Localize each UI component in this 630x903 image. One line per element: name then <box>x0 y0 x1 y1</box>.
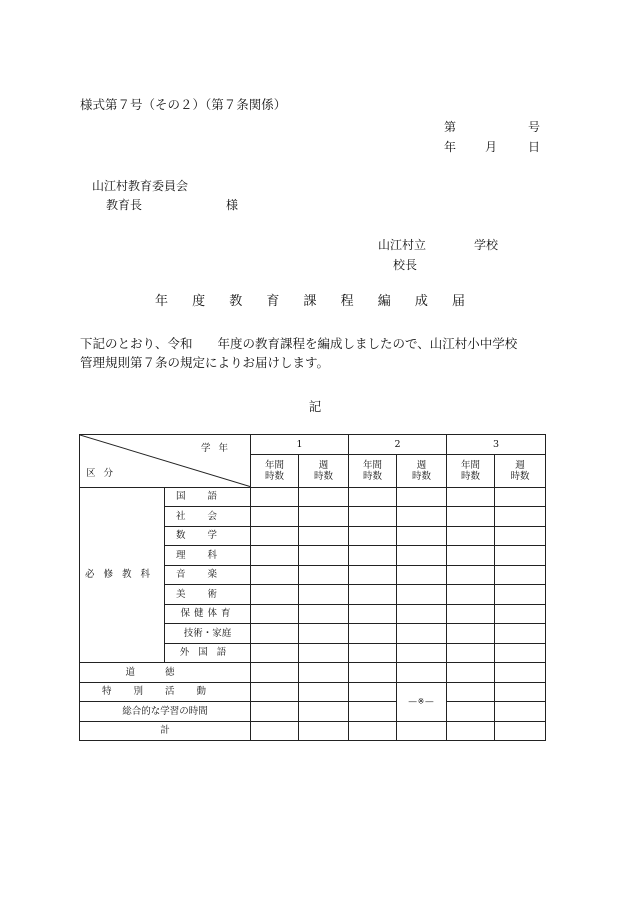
table-cell[interactable] <box>251 507 299 527</box>
addressee-title: 教育長 <box>106 198 143 212</box>
g2-weekly-header: 週 時数 <box>397 454 447 487</box>
body-line-2: 管理規則第７条の規定によりお届けします。 <box>80 355 330 370</box>
form-number: 様式第７号（その２）（第７条関係） <box>80 97 287 112</box>
table-cell[interactable] <box>495 526 546 546</box>
table-cell[interactable] <box>447 487 495 507</box>
table-cell[interactable] <box>397 526 447 546</box>
table-cell[interactable] <box>251 585 299 605</box>
table-cell[interactable] <box>299 585 349 605</box>
table-cell[interactable] <box>251 546 299 566</box>
table-cell[interactable] <box>349 507 397 527</box>
addressee-honorific: 様 <box>226 198 239 212</box>
sender-school-suffix: 学校 <box>474 238 499 252</box>
table-cell[interactable] <box>447 507 495 527</box>
sender-school-prefix: 山江村立 <box>378 238 427 252</box>
number-prefix: 第 <box>444 120 457 134</box>
table-cell[interactable] <box>349 702 397 722</box>
table-cell[interactable] <box>251 565 299 585</box>
table-cell[interactable] <box>299 682 349 702</box>
g2-annual-header: 年間 時数 <box>349 454 397 487</box>
table-cell[interactable] <box>251 721 299 741</box>
subject-label: 技術・家庭 <box>165 624 251 644</box>
table-cell[interactable] <box>495 487 546 507</box>
table-cell[interactable] <box>495 682 546 702</box>
g1-weekly-header: 週 時数 <box>299 454 349 487</box>
grade-1-header: 1 <box>251 435 349 455</box>
document-title: 年 度 教 育 課 程 編 成 届 <box>154 294 476 309</box>
table-cell[interactable] <box>397 487 447 507</box>
table-cell[interactable] <box>495 721 546 741</box>
table-cell[interactable] <box>349 526 397 546</box>
number-suffix: 号 <box>528 120 541 134</box>
table-cell[interactable] <box>349 585 397 605</box>
ki-heading: 記 <box>308 399 322 414</box>
table-cell[interactable] <box>447 702 495 722</box>
required-subjects-label: 必修教科 <box>80 487 165 663</box>
table-cell[interactable] <box>299 526 349 546</box>
subject-label: 理科 <box>165 546 251 566</box>
table-cell[interactable] <box>299 546 349 566</box>
table-cell[interactable] <box>447 585 495 605</box>
table-cell[interactable] <box>495 643 546 663</box>
table-row <box>80 721 546 741</box>
corner-grade-label: 学年 <box>200 443 236 454</box>
table-cell[interactable] <box>397 721 447 741</box>
table-cell[interactable] <box>397 565 447 585</box>
subject-label: 音楽 <box>165 565 251 585</box>
special-activities-label: 特別活動 <box>80 682 251 702</box>
table-cell[interactable] <box>299 643 349 663</box>
total-label: 計 <box>80 721 251 741</box>
table-cell[interactable] <box>251 643 299 663</box>
table-cell[interactable] <box>397 507 447 527</box>
table-cell[interactable] <box>349 546 397 566</box>
table-row <box>80 487 546 507</box>
table-cell[interactable] <box>251 526 299 546</box>
body-line-1: 下記のとおり、令和 年度の教育課程を編成しましたので、山江村小中学校 <box>80 336 518 351</box>
table-cell[interactable] <box>251 604 299 624</box>
table-cell[interactable] <box>349 663 397 683</box>
table-cell[interactable] <box>495 604 546 624</box>
table-cell[interactable] <box>495 507 546 527</box>
corner-category-label: 区分 <box>86 467 122 479</box>
subject-label: 社会 <box>165 507 251 527</box>
table-cell[interactable] <box>299 487 349 507</box>
grade-3-header: 3 <box>447 435 546 455</box>
curriculum-table <box>79 434 546 741</box>
g3-annual-header: 年間 時数 <box>447 454 495 487</box>
subject-label: 美術 <box>165 585 251 605</box>
table-cell[interactable] <box>397 663 447 683</box>
table-cell[interactable] <box>299 507 349 527</box>
table-cell[interactable] <box>495 565 546 585</box>
subject-label: 国語 <box>165 487 251 507</box>
dash-mark: ―※― <box>397 682 447 721</box>
table-cell[interactable] <box>349 604 397 624</box>
table-row <box>80 682 546 702</box>
table-cell[interactable] <box>495 663 546 683</box>
table-cell[interactable] <box>447 565 495 585</box>
table-cell[interactable] <box>349 721 397 741</box>
table-cell[interactable] <box>495 546 546 566</box>
table-cell[interactable] <box>495 585 546 605</box>
table-cell[interactable] <box>397 643 447 663</box>
table-cell[interactable] <box>251 487 299 507</box>
table-cell[interactable] <box>299 604 349 624</box>
table-cell[interactable] <box>349 487 397 507</box>
table-cell[interactable] <box>397 624 447 644</box>
table-cell[interactable] <box>447 604 495 624</box>
date-month: 月 <box>485 140 498 154</box>
sender-principal: 校長 <box>393 258 418 272</box>
table-cell[interactable] <box>251 682 299 702</box>
addressee-org: 山江村教育委員会 <box>92 179 189 193</box>
table-cell[interactable] <box>299 565 349 585</box>
table-cell[interactable] <box>251 663 299 683</box>
table-cell[interactable] <box>251 624 299 644</box>
table-cell[interactable] <box>447 624 495 644</box>
date-year: 年 <box>444 140 457 154</box>
subject-label: 外国語 <box>165 643 251 663</box>
table-cell[interactable] <box>447 663 495 683</box>
table-row <box>80 663 546 683</box>
table-cell[interactable] <box>447 643 495 663</box>
table-row <box>80 702 546 722</box>
table-cell[interactable] <box>299 663 349 683</box>
subject-label: 数学 <box>165 526 251 546</box>
table-cell[interactable] <box>447 526 495 546</box>
g3-weekly-header: 週 時数 <box>495 454 546 487</box>
table-cell[interactable] <box>349 643 397 663</box>
moral-education-label: 道徳 <box>80 663 251 683</box>
table-cell[interactable] <box>299 721 349 741</box>
table-cell[interactable] <box>447 546 495 566</box>
table-cell[interactable] <box>447 721 495 741</box>
table-cell[interactable] <box>251 702 299 722</box>
table-cell[interactable] <box>447 682 495 702</box>
grade-2-header: 2 <box>349 435 447 455</box>
table-cell[interactable] <box>349 682 397 702</box>
table-cell[interactable] <box>349 565 397 585</box>
subject-label: 保健体育 <box>165 604 251 624</box>
table-cell[interactable] <box>495 702 546 722</box>
table-cell[interactable] <box>397 604 447 624</box>
integrated-study-label: 総合的な学習の時間 <box>80 702 251 722</box>
table-cell[interactable] <box>299 624 349 644</box>
corner-header-cell <box>80 435 251 488</box>
table-cell[interactable] <box>349 624 397 644</box>
table-cell[interactable] <box>397 546 447 566</box>
date-day: 日 <box>528 140 541 154</box>
table-cell[interactable] <box>299 702 349 722</box>
table-cell[interactable] <box>495 624 546 644</box>
g1-annual-header: 年間 時数 <box>251 454 299 487</box>
table-cell[interactable] <box>397 585 447 605</box>
